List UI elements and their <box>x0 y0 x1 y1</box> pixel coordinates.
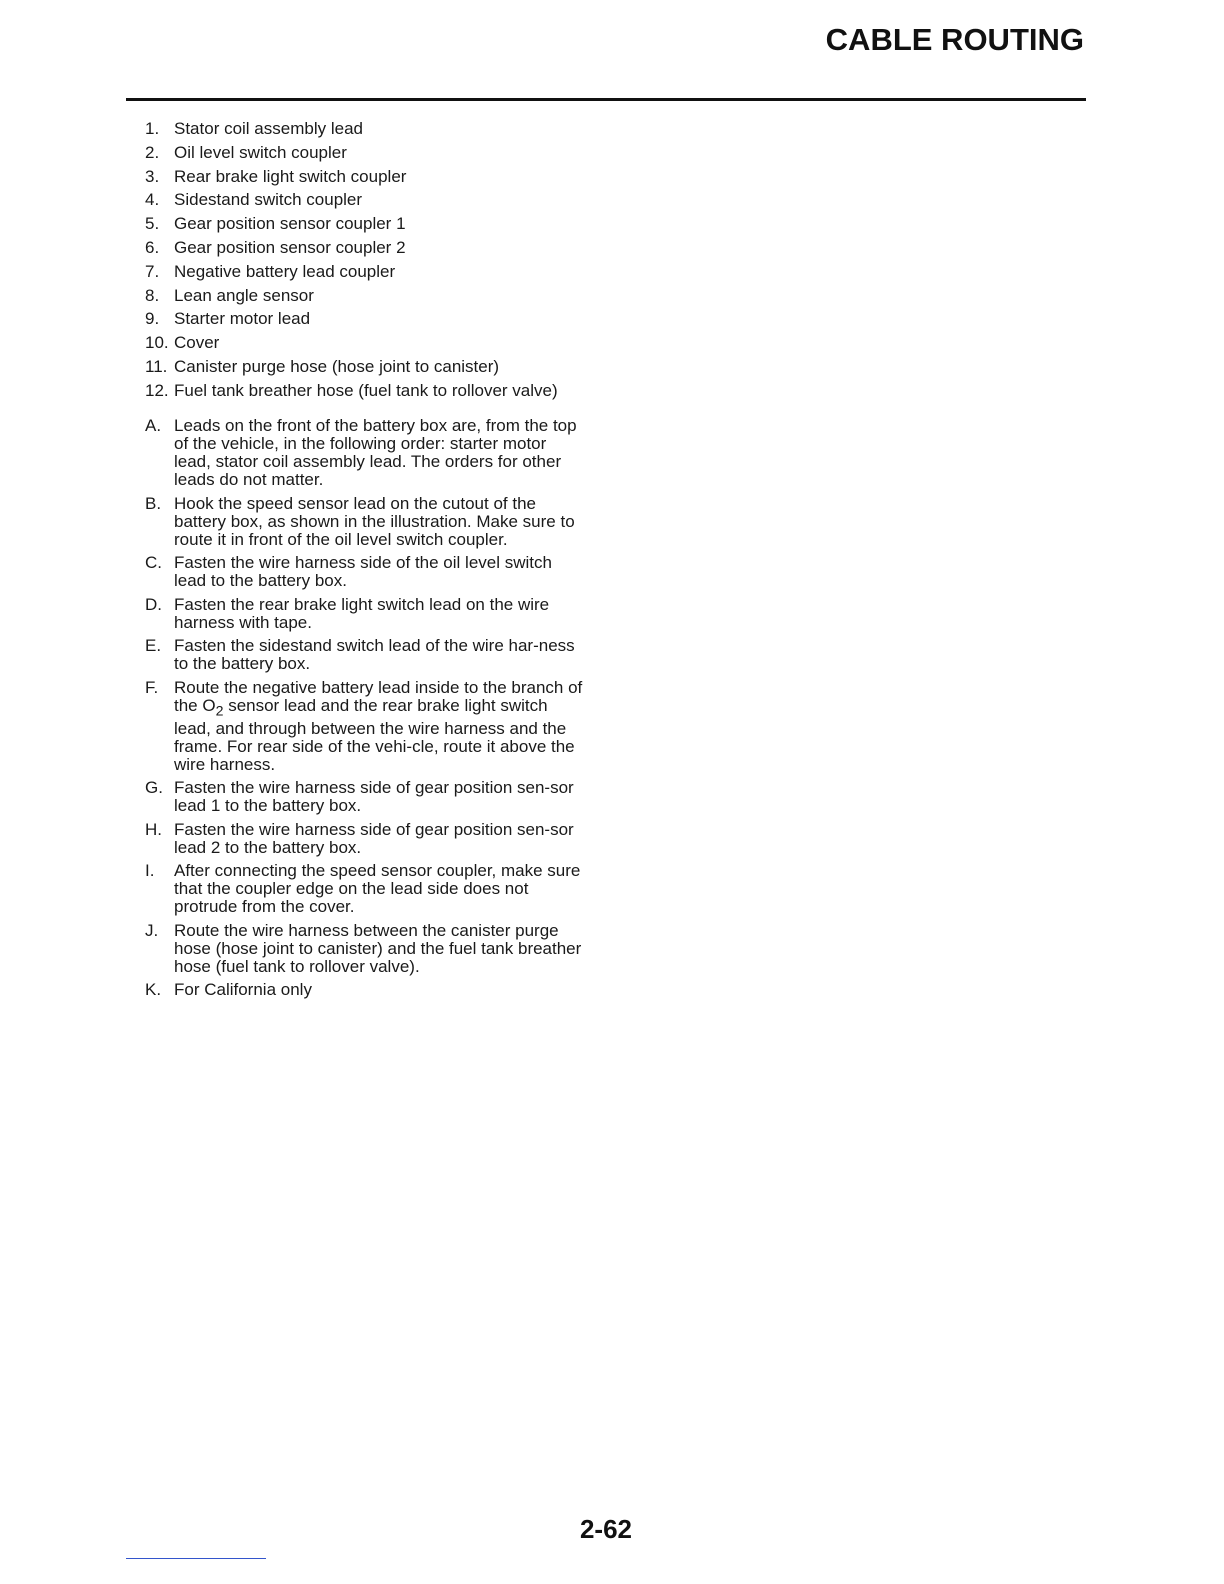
list-item <box>145 331 585 355</box>
list-item-text: Negative battery lead coupler <box>174 261 396 281</box>
list-item <box>145 236 585 260</box>
page-number: 2-62 <box>579 1514 633 1544</box>
list-item <box>145 355 585 379</box>
instruction-item <box>145 821 585 857</box>
list-marker: 11. <box>145 356 168 376</box>
list-marker: 4. <box>145 190 160 210</box>
list-marker: 6. <box>145 237 160 257</box>
list-item-text: Rear brake light switch coupler <box>174 166 407 186</box>
list-item <box>145 141 585 165</box>
instruction-item <box>145 417 585 489</box>
instruction-marker: B. <box>145 493 162 513</box>
list-item <box>145 165 585 189</box>
list-item-text: Cover <box>174 333 220 353</box>
instruction-marker: J. <box>145 920 159 940</box>
instruction-item <box>145 779 585 815</box>
instruction-item <box>145 679 585 774</box>
instruction-text: Route the wire harness between the canister purge hose (hose joint to canister) and the fuel tank breather hose (fuel tank to rollover valve). <box>174 920 582 976</box>
instruction-text: Fasten the wire harness side of gear position sen-sor lead 1 to the battery box. <box>174 778 574 816</box>
footer-link-underline <box>126 1558 266 1559</box>
instruction-marker: I. <box>145 861 155 881</box>
list-item <box>145 284 585 308</box>
instruction-text: For California only <box>174 980 312 1000</box>
subscript-2: 2 <box>215 702 224 719</box>
instruction-item <box>145 554 585 590</box>
list-item-text: Fuel tank breather hose (fuel tank to rollover valve) <box>174 380 558 400</box>
instruction-text-part: sensor lead and the rear brake light switch lead, and through between the wire harness and the frame. For rear side of the vehi-cle, route it above the wire harness. <box>174 695 575 774</box>
instruction-item <box>145 637 585 673</box>
list-item <box>145 379 585 403</box>
list-item-text: Canister purge hose (hose joint to canister) <box>174 356 500 376</box>
list-marker: 10. <box>145 333 169 353</box>
instruction-item <box>145 922 585 976</box>
instruction-text <box>174 679 585 774</box>
instruction-text-part: Route the negative battery lead inside to the branch of the O <box>174 677 583 715</box>
instruction-marker: D. <box>145 594 162 614</box>
instruction-marker: E. <box>145 636 162 655</box>
list-item <box>145 188 585 212</box>
list-item-text: Stator coil assembly lead <box>174 119 363 138</box>
list-item <box>145 212 585 236</box>
parts-list <box>145 117 585 403</box>
instruction-text: Fasten the wire harness side of gear position sen-sor lead 2 to the battery box. <box>174 819 574 857</box>
list-marker: 2. <box>145 142 160 162</box>
list-marker: 12. <box>145 380 169 400</box>
list-item-text: Sidestand switch coupler <box>174 190 363 210</box>
list-marker: 9. <box>145 309 160 329</box>
list-marker: 8. <box>145 285 160 305</box>
list-marker: 1. <box>145 119 160 138</box>
instruction-text: After connecting the speed sensor coupler, make sure that the coupler edge on the lead side does not protrude from the cover. <box>174 861 581 917</box>
instruction-text: Hook the speed sensor lead on the cutout of the battery box, as shown in the illustration. Make sure to route it in front of the oil level switch coupler. <box>174 493 575 549</box>
list-item <box>145 307 585 331</box>
list-item-text: Lean angle sensor <box>174 285 314 305</box>
instructions-list <box>145 417 585 1005</box>
instruction-marker: C. <box>145 553 162 572</box>
page-title: CABLE ROUTING <box>825 22 1084 57</box>
instruction-text: Fasten the sidestand switch lead of the wire har-ness to the battery box. <box>174 636 575 673</box>
list-item <box>145 117 585 141</box>
list-item <box>145 260 585 284</box>
instruction-item <box>145 862 585 916</box>
instruction-item <box>145 981 585 999</box>
instruction-marker: K. <box>145 980 162 1000</box>
instruction-marker: F. <box>145 677 159 697</box>
instruction-item <box>145 596 585 632</box>
list-item-text: Gear position sensor coupler 1 <box>174 214 406 234</box>
instruction-text: Fasten the wire harness side of the oil level switch lead to the battery box. <box>174 553 552 590</box>
instruction-text: Leads on the front of the battery box are, from the top of the vehicle, in the following order: starter motor lead, stator coil assembly lead. The orders for other leads do not matter. <box>174 416 577 489</box>
list-marker: 7. <box>145 261 160 281</box>
instruction-marker: H. <box>145 819 162 839</box>
instruction-text: Fasten the rear brake light switch lead on the wire harness with tape. <box>174 594 550 632</box>
list-marker: 3. <box>145 166 160 186</box>
list-item-text: Gear position sensor coupler 2 <box>174 237 406 257</box>
instruction-item <box>145 495 585 549</box>
list-marker: 5. <box>145 214 160 234</box>
title-divider <box>126 98 1086 101</box>
list-item-text: Oil level switch coupler <box>174 142 347 162</box>
instruction-marker: G. <box>145 778 163 798</box>
list-item-text: Starter motor lead <box>174 309 311 329</box>
instruction-marker: A. <box>145 416 162 435</box>
